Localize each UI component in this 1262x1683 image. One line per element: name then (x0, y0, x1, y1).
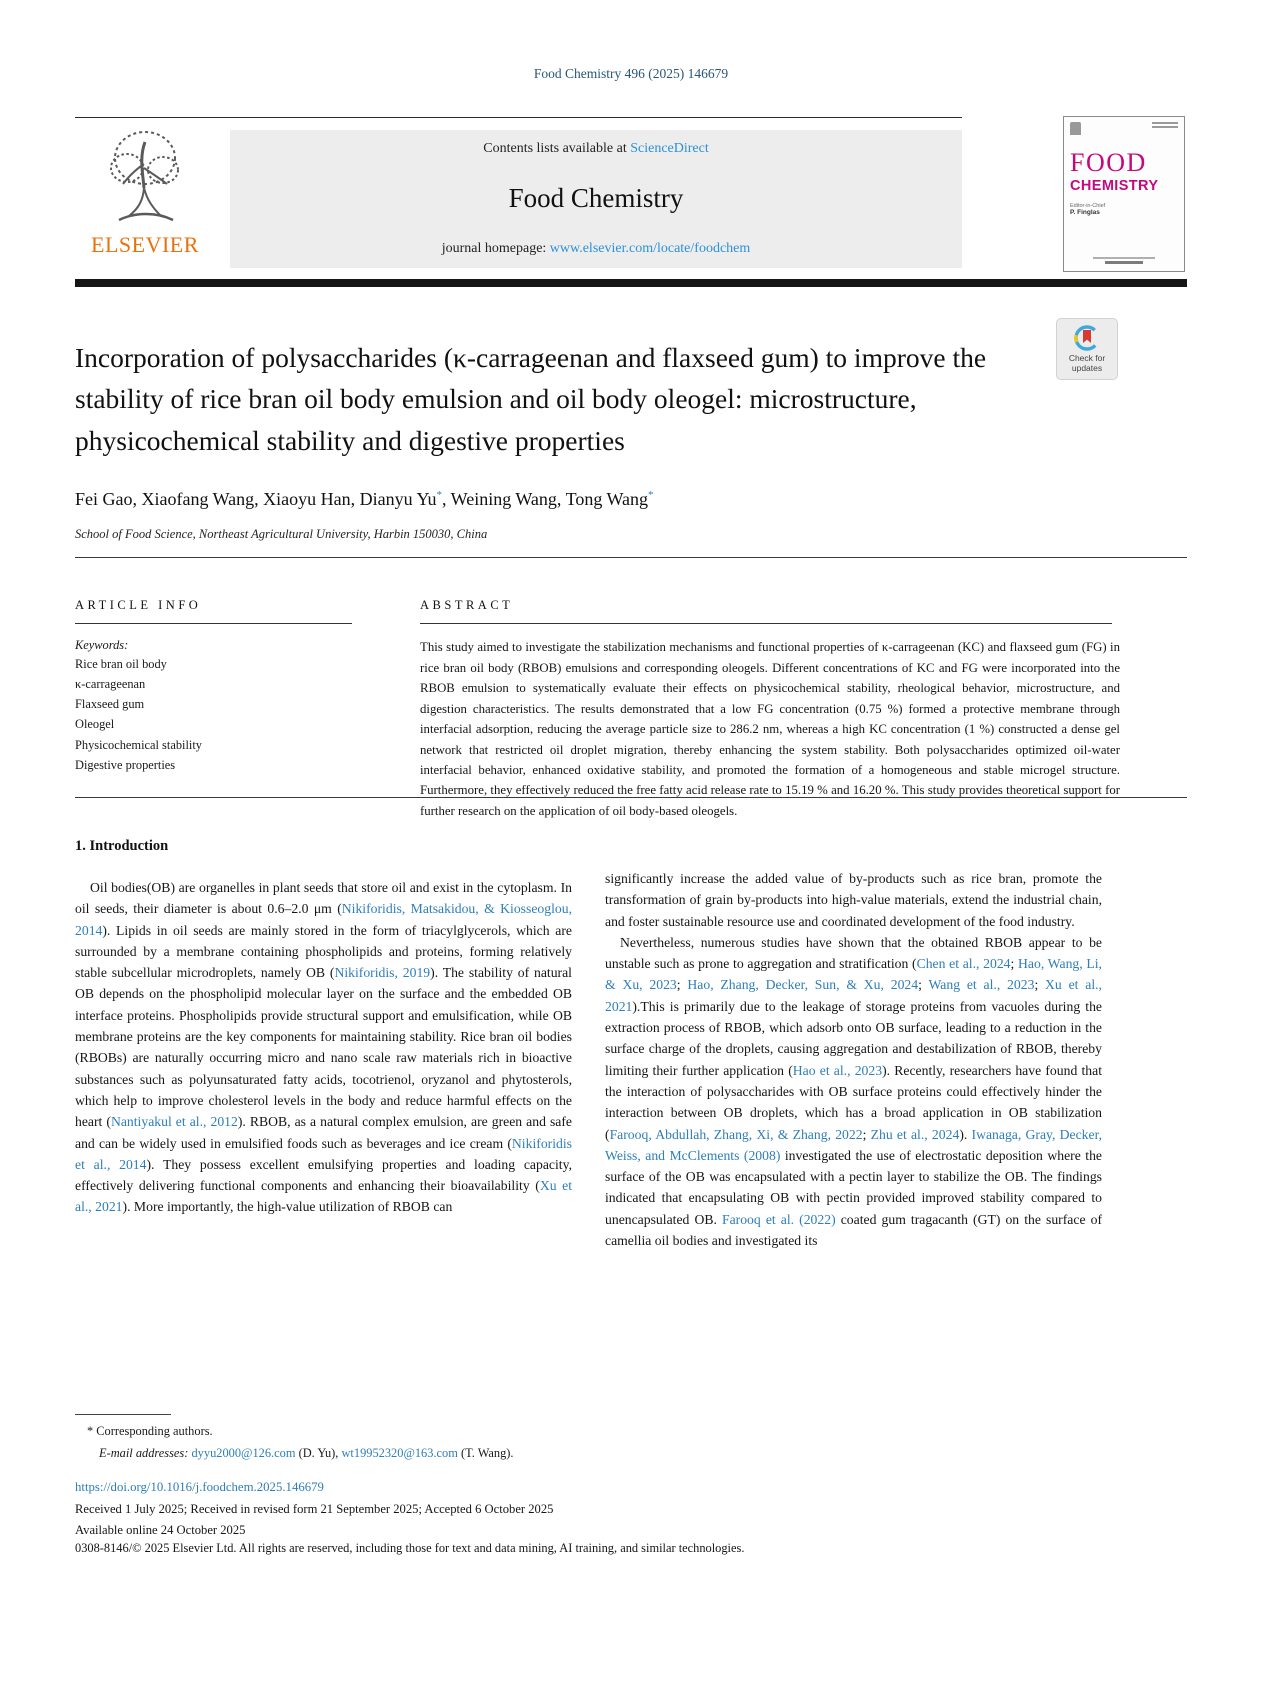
text-segment: ; (676, 977, 688, 993)
homepage-line (230, 241, 962, 257)
article-info-rule (75, 623, 352, 624)
text-segment: , Weining Wang, Tong Wang (441, 489, 649, 509)
cover-issn-text (1152, 122, 1178, 128)
cover-editor-name: P. Finglas (1070, 209, 1100, 216)
text-segment: ). They possess excellent emulsifying properties and loading capacity, effectively delivering functional components and enhancing their bioavailability ( (75, 1156, 572, 1194)
citation-link[interactable]: Hao, Wang, Li, & Xu, 2023 (605, 956, 1102, 993)
intro-paragraph-2 (605, 932, 1102, 1251)
available-online-line: Available online 24 October 2025 (75, 1523, 246, 1537)
cover-title-food: FOOD (1070, 148, 1147, 177)
intro-left-column (75, 838, 572, 1218)
email-links (188, 1446, 513, 1460)
affiliation: School of Food Science, Northeast Agricultural University, Harbin 150030, China (75, 527, 488, 541)
text-segment: ; (1034, 977, 1046, 993)
citation-link[interactable]: Nikiforidis et al., 2014 (75, 1135, 572, 1172)
keyword-item: Rice bran oil body (75, 657, 167, 672)
abstract-bottom-rule (75, 797, 1187, 798)
text-segment: Nevertheless, numerous studies have shown that the obtained RBOB appear to be unstable such as prone to aggregation and stratification ( (605, 934, 1102, 972)
intro-paragraph-1 (75, 877, 572, 1218)
abstract-text: This study aimed to investigate the stabilization mechanisms and functional properties of κ-carrageenan (KC) and flaxseed gum (FG) in rice bran oil body (RBOB) emulsions and corresponding oleogels. Different concentrations of KC and FG were incorporated into the RBOB emulsion to systematically evaluate their effects on physicochemical stability, rheological behavior, microstructure, and digestion characteristics. The results demonstrated that a low FG concentration (0.75 %) formed a protective membrane through interfacial adsorption, reducing the average particle size to 286.2 nm, whereas a high KC concentration (1 %) constructed a dense gel network that restricted oil droplet migration, thereby enhancing the system stability. Both polysaccharides optimized oil-water interfacial behavior, enhanced oxidative stability, and promoted the formation of a homogeneous and stable microgel structure. Furthermore, they effectively reduced the free fatty acid release rate to 15.19 % and 16.20 %. This study provides theoretical support for further research on the application of oil body-based oleogels. (420, 640, 1120, 818)
citation-link[interactable]: wt19952320@163.com (341, 1446, 458, 1460)
journal-title: Food Chemistry (508, 183, 684, 213)
keyword-item: Flaxseed gum (75, 697, 145, 712)
email-label: E-mail addresses: (99, 1446, 189, 1460)
journal-cover-thumbnail[interactable] (1063, 116, 1185, 272)
journal-homepage-link[interactable]: www.elsevier.com/locate/foodchem (549, 241, 751, 256)
keyword-item: Oleogel (75, 717, 115, 732)
cover-footer-marks (1064, 257, 1184, 264)
citation-link[interactable]: Wang et al., 2023 (928, 977, 1035, 993)
keyword-item: Physicochemical stability (75, 737, 202, 752)
abstract-rule (420, 623, 1112, 624)
check-for-updates-badge[interactable] (1056, 318, 1118, 380)
introduction-heading: 1. Introduction (75, 838, 169, 854)
running-head-citation: Food Chemistry 496 (2025) 146679 (533, 66, 729, 81)
copyright-line: 0308-8146/© 2025 Elsevier Ltd. All rights are reserved, including those for text and data mining, AI training, and similar technologies. (75, 1541, 745, 1555)
text-segment: ).This is primarily due to the leakage of storage proteins from vacuoles during the extraction process of RBOB, which adsorb onto OB surface, leading to a reduction in the surface charge of the droplets, causing aggregation and destabilization of RBOB, thereby limiting their further application ( (605, 998, 1102, 1078)
text-segment: ; (862, 1126, 871, 1142)
email-addresses-line (99, 1446, 514, 1461)
received-dates-line: Received 1 July 2025; Received in revised form 21 September 2025; Accepted 6 October 2025 (75, 1502, 554, 1516)
keywords-list (75, 654, 355, 775)
text-segment: coated gum tragacanth (GT) on the surface of camellia oil bodies and investigated its (605, 1211, 1103, 1249)
citation-link[interactable]: Xu et al., 2021 (75, 1178, 573, 1215)
citation-link[interactable]: Farooq, Abdullah, Zhang, Xi, & Zhang, 2022 (609, 1126, 863, 1142)
text-segment: ). The stability of natural OB depends on the phospholipid molecular layer on the surface and the embedded OB interface proteins. Phospholipids provide structural support and emulsification, while OB membrane proteins are the key components for maintaining stability. Rice bran oil bodies (RBOBs) are naturally occurring micro and nano scale raw materials rich in bioactive substances such as polyunsaturated fatty acids, tocotrienol, oryzanol and phytosterols, which help to improve cholesterol levels in the body and reduce harmful effects on the heart ( (75, 965, 572, 1130)
text-segment: ). (959, 1126, 972, 1142)
section-rule (75, 557, 1187, 558)
contents-prefix: Contents lists available at (483, 141, 631, 156)
corresponding-authors-note: * Corresponding authors. (87, 1424, 213, 1438)
contents-line (230, 141, 962, 157)
cover-editor-label: Editor-in-Chief (1070, 203, 1106, 209)
text-segment: investigated the use of electrostatic deposition where the surface of the OB was encapsulated with a pectin layer to stabilize the OB. The findings indicated that encapsulating OB with pectin provided improved stability compared to unencapsulated OB. (605, 1147, 1102, 1227)
elsevier-wordmark: ELSEVIER (91, 232, 199, 257)
elsevier-tree-icon (99, 124, 191, 232)
intro-right-column (605, 838, 1102, 1251)
abstract-heading: ABSTRACT (420, 598, 514, 612)
keyword-item: κ-carrageenan (75, 677, 146, 692)
citation-link[interactable]: Farooq et al. (2022) (721, 1211, 836, 1227)
article-title: Incorporation of polysaccharides (κ-carrageenan and flaxseed gum) to improve the stability of rice bran oil body emulsion and oil body oleogel: microstructure, physicochemical stability and digestive properties (75, 342, 987, 456)
text-segment: Fei Gao, Xiaofang Wang, Xiaoyu Han, Dianyu Yu (75, 489, 437, 509)
banner-top-rule (75, 117, 962, 118)
divider-black-bar (75, 279, 1187, 287)
citation-link[interactable]: Zhu et al., 2024 (870, 1126, 960, 1142)
author-list (75, 489, 975, 510)
citation-link[interactable]: * (436, 489, 442, 501)
article-info-heading: ARTICLE INFO (75, 598, 202, 612)
article-info-column (75, 598, 355, 775)
citation-link[interactable]: Nikiforidis, Matsakidou, & Kiosseoglou, 2014 (75, 901, 572, 938)
citation-link[interactable]: Nikiforidis, 2019 (334, 965, 431, 981)
text-segment: ; (918, 977, 929, 993)
text-segment: (T. Wang). (457, 1446, 514, 1460)
citation-link[interactable]: Chen et al., 2024 (916, 956, 1011, 972)
keywords-label: Keywords: (75, 638, 129, 653)
text-segment: Oil bodies(OB) are organelles in plant seeds that store oil and exist in the cytoplasm. In oil seeds, their diameter is about 0.6–2.0 μm ( (75, 880, 572, 917)
citation-link[interactable]: * (648, 489, 654, 501)
homepage-prefix: journal homepage: (441, 241, 550, 256)
citation-link[interactable]: Nantiyakul et al., 2012 (110, 1114, 238, 1130)
text-segment: ). Lipids in oil seeds are mainly stored in the form of triacylglycerols, which are surrounded by a membrane containing phospholipids and proteins, forming relatively stable subcellular microdroplets, namely OB ( (75, 922, 572, 981)
text-segment: ). Recently, researchers have found that the interaction of polysaccharides with OB surface proteins could effectively hinder the interaction between OB droplets, which has a broad application in OB stabilization ( (605, 1062, 1102, 1142)
text-segment: ). More importantly, the high-value utilization of RBOB can (122, 1199, 453, 1215)
check-for-updates-icon (1073, 324, 1101, 352)
journal-banner (230, 130, 962, 268)
text-segment: ; (1010, 956, 1019, 972)
cover-elsevier-mini-logo-icon (1070, 122, 1081, 135)
sciencedirect-link[interactable]: ScienceDirect (630, 141, 709, 156)
citation-link[interactable]: Xu et al., 2021 (605, 977, 1102, 1014)
citation-link[interactable]: Hao et al., 2023 (792, 1062, 883, 1078)
cover-title-chemistry: CHEMISTRY (1070, 178, 1159, 194)
elsevier-logo[interactable] (75, 124, 215, 270)
doi-link[interactable]: https://doi.org/10.1016/j.foodchem.2025.146679 (75, 1480, 324, 1494)
intro-paragraph-1-continued: significantly increase the added value of by-products such as rice bran, promote the transformation of grain by-products into high-value materials, extend the industrial chain, and foster sustainable resource use and coordinated development of the food industry. (605, 871, 1102, 929)
check-for-updates-label: Check for updates (1068, 353, 1106, 373)
cover-top-row (1070, 122, 1178, 138)
text-segment: ). RBOB, as a natural complex emulsion, are green and safe and can be widely used in emulsified foods such as beverages and ice cream ( (75, 1114, 572, 1151)
citation-link[interactable]: dyyu2000@126.com (191, 1446, 296, 1460)
abstract-column (420, 598, 1120, 821)
text-segment: (D. Yu), (295, 1446, 342, 1460)
keyword-item: Digestive properties (75, 757, 176, 772)
citation-link[interactable]: Hao, Zhang, Decker, Sun, & Xu, 2024 (687, 977, 919, 993)
footnote-rule (75, 1414, 171, 1415)
citation-link[interactable]: Iwanaga, Gray, Decker, Weiss, and McClements (2008) (605, 1126, 1103, 1163)
